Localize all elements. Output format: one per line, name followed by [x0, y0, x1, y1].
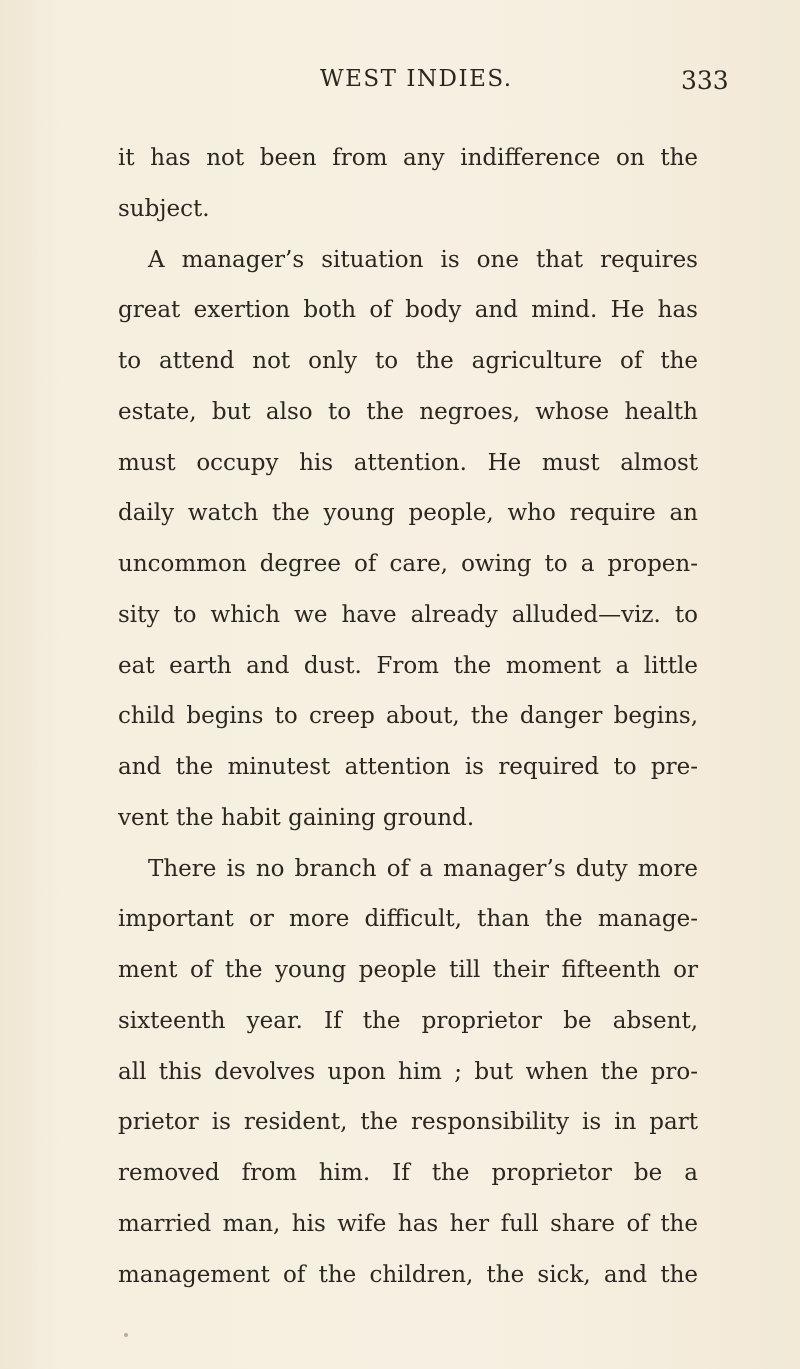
text-line: must occupy his attention. He must almost [118, 449, 698, 476]
text-line: management of the children, the sick, and the [118, 1261, 698, 1288]
paper-speck [124, 1333, 128, 1337]
text-line: ment of the young people till their fifteenth or [118, 957, 698, 983]
page-number: 333 [681, 66, 729, 95]
body-text [118, 133, 698, 1300]
text-line: child begins to creep about, the danger begins, [118, 703, 698, 730]
text-line: removed from him. If the proprietor be a [118, 1160, 698, 1186]
text-line: married man, his wife has her full share of the [118, 1210, 698, 1237]
page-header [0, 66, 800, 106]
text-line: sity to which we have already alluded—viz. to [118, 601, 698, 628]
text-line: all this devolves upon him ; but when the pro- [118, 1058, 698, 1085]
running-title: WEST INDIES. [320, 66, 513, 92]
text-line: great exertion both of body and mind. He has [118, 297, 698, 324]
text-line: vent the habit gaining ground. [118, 804, 475, 831]
text-line: uncommon degree of care, owing to a propen- [118, 551, 698, 577]
text-line: sixteenth year. If the proprietor be absent, [118, 1007, 698, 1034]
text-line: eat earth and dust. From the moment a little [118, 652, 698, 679]
text-line: prietor is resident, the responsibility is in part [118, 1109, 698, 1136]
paragraph-start-line: There is no branch of a manager’s duty more [148, 855, 698, 882]
text-line: and the minutest attention is required to pre- [118, 754, 698, 780]
text-line: to attend not only to the agriculture of the [118, 348, 698, 374]
text-line: daily watch the young people, who require an [118, 500, 698, 527]
text-line: estate, but also to the negroes, whose health [118, 398, 698, 425]
text-line: subject. [118, 195, 210, 222]
text-line: it has not been from any indifference on the [118, 145, 698, 171]
paragraph-start-line: A manager’s situation is one that requires [148, 246, 698, 273]
text-line: important or more difficult, than the manage- [118, 906, 698, 933]
